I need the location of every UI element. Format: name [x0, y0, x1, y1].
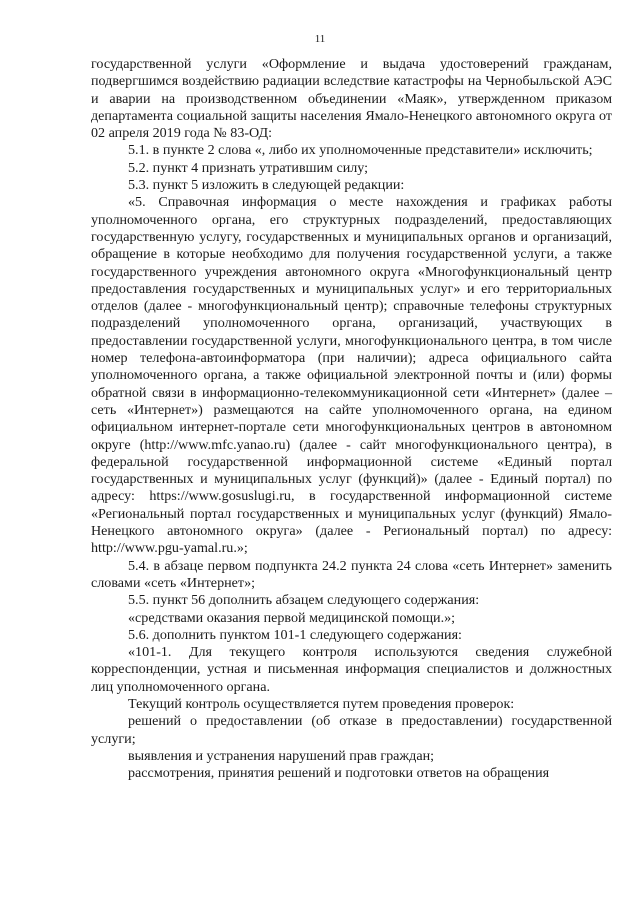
paragraph-13: выявления и устранения нарушений прав граждан;: [128, 747, 435, 764]
page-number: 11: [314, 33, 326, 45]
paragraph-8: «средствами оказания первой медицинской помощи.»;: [128, 609, 456, 626]
paragraph-10: «101-1. Для текущего контроля используются сведения служебной корреспонденции, устная и письменная информация специалистов и должностных лиц уполномоченного органа.: [91, 644, 612, 695]
paragraph-11: Текущий контроль осуществляется путем проведения проверок:: [128, 695, 515, 712]
paragraph-3: 5.2. пункт 4 признать утратившим силу;: [128, 159, 369, 176]
document-body: [91, 56, 612, 782]
paragraph-2: 5.1. в пункте 2 слова «, либо их уполномоченные представители» исключить;: [128, 142, 593, 159]
paragraph-5: «5. Справочная информация о месте нахождения и графиках работы уполномоченного органа, его структурных подразделений, предоставляющих государственную услугу, государственных и муниципальных органов и организаций, обращение в которые необходимо для получения государственной услуги, а также государственного учреждения автономного округа «Многофункциональный центр предоставления государственных и муниципальных услуг» и его территориальных отделов (далее - многофункциональный центр); справочные телефоны структурных подразделений уполномоченного органа, организаций, участвующих в предоставлении государственной услуги, многофункционального центра, в том числе номер телефона-автоинформатора (при наличии); адреса официального сайта уполномоченного органа, а также официальной электронной почты и (или) формы обратной связи в информационно-телекоммуникационной сети «Интернет» (далее – сеть «Интернет») размещаются на сайте уполномоченного органа, на едином официальном интернет-портале сети многофункциональных центров в автономном округе (http://www.mfc.yanao.ru) (далее - сайт многофункционального центра), в федеральной государственной информационной системе «Единый портал государственных и муниципальных услуг (функций)» (далее - Единый портал) по адресу: https://www.gosuslugi.ru, в государственной информационной системе «Региональный портал государственных и муниципальных услуг (функций) Ямало-Ненецкого автономного округа» (далее - Региональный портал) по адресу: http://www.pgu-yamal.ru.»;: [91, 194, 612, 557]
paragraph-1: государственной услуги «Оформление и выдача удостоверений гражданам, подвергшимся воздействию радиации вследствие катастрофы на Чернобыльской АЭС и аварии на производственном объединении «Маяк», утвержденном приказом департамента социальной защиты населения Ямало-Ненецкого автономного округа от 02 апреля 2019 года № 83-ОД:: [91, 56, 612, 142]
paragraph-9: 5.6. дополнить пунктом 101-1 следующего содержания:: [128, 626, 462, 643]
paragraph-14: рассмотрения, принятия решений и подготовки ответов на обращения: [128, 765, 550, 782]
paragraph-12: решений о предоставлении (об отказе в предоставлении) государственной услуги;: [91, 713, 612, 747]
paragraph-7: 5.5. пункт 56 дополнить абзацем следующего содержания:: [128, 592, 480, 609]
paragraph-6: 5.4. в абзаце первом подпункта 24.2 пункта 24 слова «сеть Интернет» заменить словами «сеть «Интернет»;: [91, 557, 612, 591]
paragraph-4: 5.3. пункт 5 изложить в следующей редакции:: [128, 177, 405, 194]
